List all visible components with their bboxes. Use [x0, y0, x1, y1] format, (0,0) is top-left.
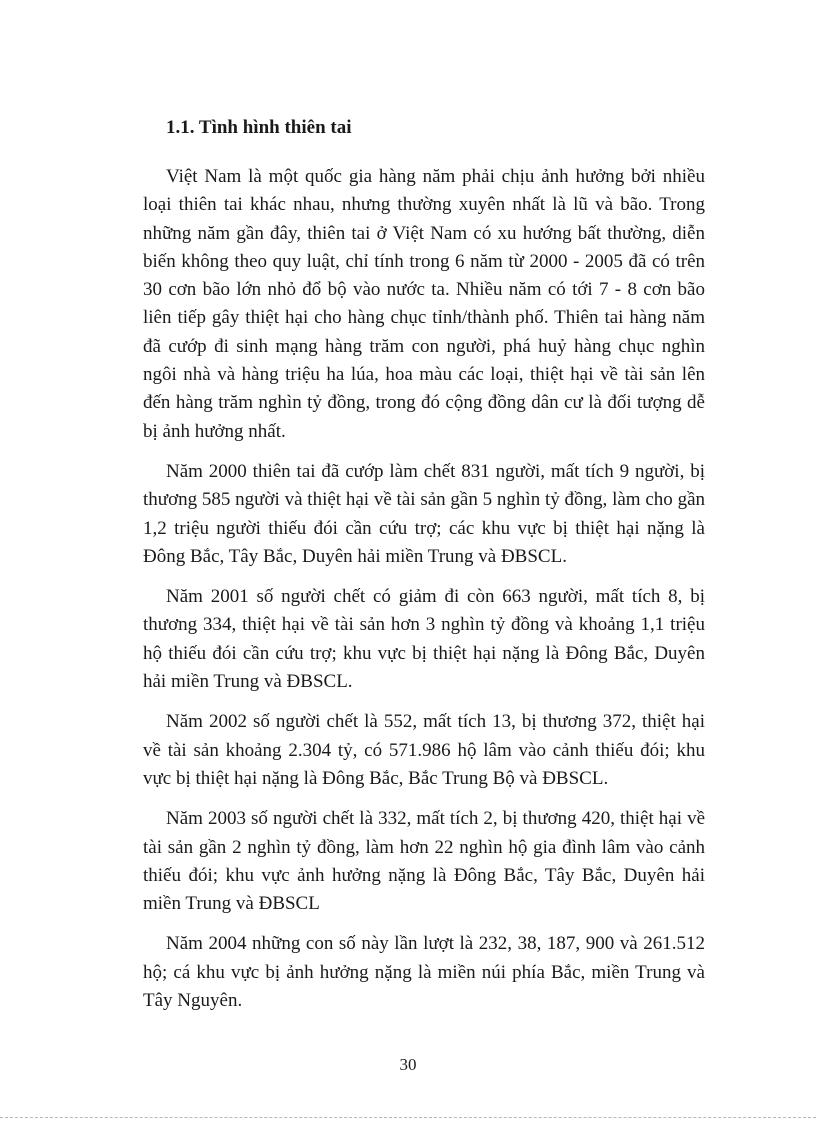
paragraph-overview: Việt Nam là một quốc gia hàng năm phải chịu ảnh hưởng bởi nhiều loại thiên tai khác nhau, nhưng thường xuyên nhất là lũ và bão. Trong những năm gần đây, thiên tai ở Việt Nam có xu hướng bất thường, diễn biến không theo quy luật, chỉ tính trong 6 năm từ 2000 - 2005 đã có trên 30 cơn bão lớn nhỏ đổ bộ vào nước ta. Nhiều năm có tới 7 - 8 cơn bão liên tiếp gây thiệt hại cho hàng chục tỉnh/thành phố. Thiên tai hàng năm đã cướp đi sinh mạng hàng trăm con người, phá huỷ hàng chục nghìn ngôi nhà và hàng triệu ha lúa, hoa màu các loại, thiệt hại về tài sản lên đến hàng trăm nghìn tỷ đồng, trong đó cộng đồng dân cư là đối tượng dễ bị ảnh hưởng nhất. [143, 166, 705, 442]
paragraph-2004: Năm 2004 những con số này lần lượt là 232, 38, 187, 900 và 261.512 hộ; cá khu vực bị ảnh hưởng nặng là miền núi phía Bắc, miền Trung và Tây Nguyên. [143, 933, 705, 1012]
paragraph-2000: Năm 2000 thiên tai đã cướp làm chết 831 người, mất tích 9 người, bị thương 585 người và thiệt hại về tài sản gần 5 nghìn tỷ đồng, làm cho gần 1,2 triệu người thiếu đói cần cứu trợ; các khu vực bị thiệt hại nặng là Đông Bắc, Tây Bắc, Duyên hải miền Trung và ĐBSCL. [143, 460, 705, 567]
body-text [143, 163, 705, 1027]
section-heading: 1.1. Tình hình thiên tai [166, 117, 352, 138]
page-bottom-divider [0, 1117, 816, 1118]
paragraph-2003: Năm 2003 số người chết là 332, mất tích 2, bị thương 420, thiệt hại về tài sản gần 2 nghìn tỷ đồng, làm hơn 22 nghìn hộ gia đình lâm vào cảnh thiếu đói; khu vực ảnh hưởng nặng là Đông Bắc, Tây Bắc, Duyên hải miền Trung và ĐBSCL [143, 808, 705, 915]
paragraph-2001: Năm 2001 số người chết có giảm đi còn 663 người, mất tích 8, bị thương 334, thiệt hại về tài sản hơn 3 nghìn tỷ đồng và khoảng 1,1 triệu hộ thiếu đói cần cứu trợ; khu vực bị thiệt hại nặng là Đông Bắc, Duyên hải miền Trung và ĐBSCL. [143, 586, 705, 693]
paragraph-2002: Năm 2002 số người chết là 552, mất tích 13, bị thương 372, thiệt hại về tài sản khoảng 2.304 tỷ, có 571.986 hộ lâm vào cảnh thiếu đói; khu vực bị thiệt hại nặng là Đông Bắc, Bắc Trung Bộ và ĐBSCL. [143, 711, 705, 789]
page-number: 30 [399, 1055, 417, 1074]
